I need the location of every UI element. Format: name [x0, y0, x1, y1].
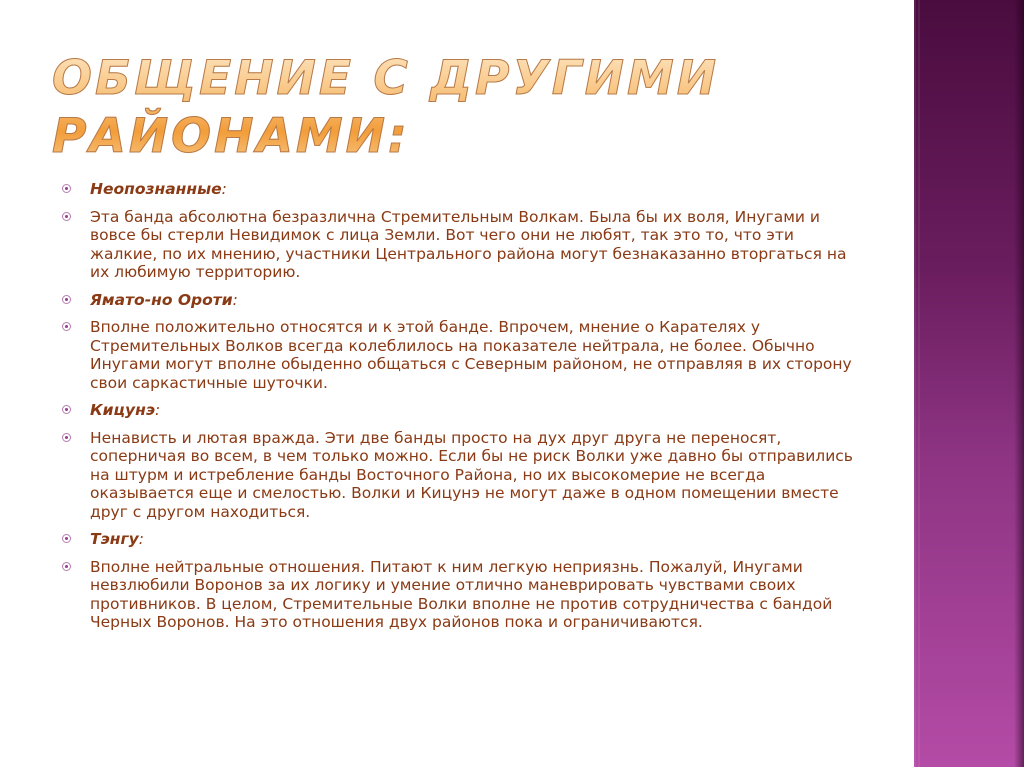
group-name: Ямато-но Ороти — [90, 290, 233, 309]
group-name: Тэнгу — [90, 530, 139, 548]
bullet-icon — [62, 405, 71, 414]
bullet-icon — [62, 184, 71, 193]
colon: : — [155, 401, 161, 419]
colon: : — [232, 290, 238, 309]
relation-description: Ненависть и лютая вражда. Эти две банды просто на дух друг друга не переносят, соперничая во всем, в чем только можно. Если бы не риск Волки уже давно бы отправились на штурм и истребление банды Восточного Района, но их высокомерие не всегда оказывается еще и смелостью. Волки и Кицунэ не могут даже в одном помещении вместе друг с другом находиться. — [90, 428, 853, 521]
relation-description: Вполне положительно относятся и к этой банде. Впрочем, мнение о Карателях у Стремительных Волков всегда колеблилось на показателе нейтрала, не более. Обычно Инугами могут вполне обыденно общаться с Северным районом, не отправляя в их сторону свои саркастичные шуточки. — [90, 318, 852, 392]
bullet-icon — [62, 295, 71, 304]
group-name: Кицунэ — [90, 401, 156, 419]
list-item-text — [62, 558, 862, 632]
list-item-heading — [62, 291, 862, 310]
bullet-list — [62, 180, 862, 641]
bullet-icon — [62, 212, 71, 221]
list-item-heading — [62, 530, 862, 549]
bullet-icon — [62, 562, 71, 571]
list-item-text — [62, 208, 862, 282]
colon: : — [221, 180, 227, 198]
panel-right-shadow — [1014, 0, 1024, 767]
colon: : — [138, 530, 144, 548]
bullet-icon — [62, 534, 71, 543]
list-item-text — [62, 318, 862, 392]
bullet-icon — [62, 433, 71, 442]
list-item-heading — [62, 180, 862, 199]
slide-title: ОБЩЕНИЕ С ДРУГИМИ РАЙОНАМИ: — [52, 50, 872, 166]
relation-description: Вполне нейтральные отношения. Питают к ним легкую неприязнь. Пожалуй, Инугами невзлюбили Воронов за их логику и умение отлично маневрировать чувствами своих противников. В целом, Стремительные Волки вполне не против сотрудничества с бандой Черных Воронов. На это отношения двух районов пока и ограничиваются. — [90, 557, 833, 631]
relation-description: Эта банда абсолютна безразлична Стремительным Волкам. Была бы их воля, Инугами и вовсе бы стерли Невидимок с лица Земли. Вот чего они не любят, так это то, что эти жалкие, по их мнению, участники Центрального района могут безнаказанно вторгаться на их любимую территорию. — [90, 207, 847, 281]
list-item-text — [62, 429, 862, 522]
group-name: Неопознанные — [90, 180, 222, 198]
decorative-side-panel — [914, 0, 1024, 767]
bullet-icon — [62, 322, 71, 331]
panel-edge-line — [918, 0, 920, 767]
list-item-heading — [62, 401, 862, 420]
